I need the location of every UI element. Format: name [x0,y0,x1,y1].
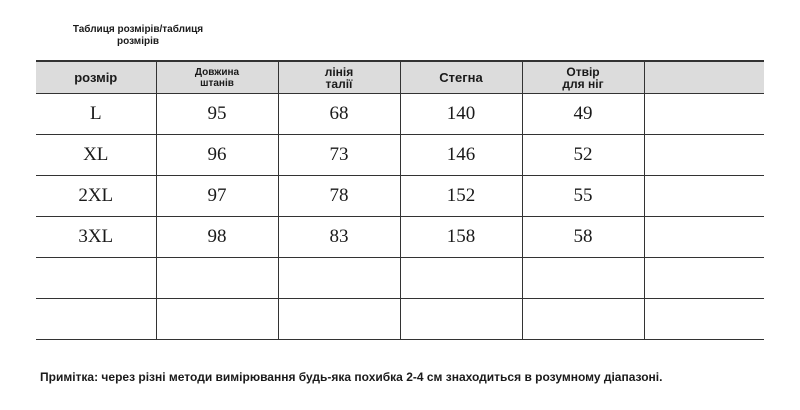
cell-waist: 78 [278,176,400,217]
cell-empty [644,135,764,176]
cell-leg-opening: 52 [522,135,644,176]
cell-pants-length: 95 [156,94,278,135]
cell-hips: 158 [400,217,522,258]
cell-waist: 73 [278,135,400,176]
cell-empty [522,299,644,340]
cell-pants-length: 98 [156,217,278,258]
table-row-empty [36,258,764,299]
cell-leg-opening: 58 [522,217,644,258]
cell-empty [36,258,156,299]
table-row [36,94,764,135]
cell-hips: 140 [400,94,522,135]
cell-hips: 152 [400,176,522,217]
cell-empty [156,258,278,299]
header-pants-length: Довжина штанів [156,61,278,94]
cell-empty [644,217,764,258]
cell-size: 2XL [36,176,156,217]
cell-waist: 68 [278,94,400,135]
cell-empty [36,299,156,340]
cell-hips: 146 [400,135,522,176]
chart-title [48,24,228,48]
cell-empty [400,299,522,340]
header-empty [644,61,764,94]
cell-empty [278,258,400,299]
chart-title-line1: Таблиця розмірів/таблиця [72,24,204,35]
size-table [36,60,764,340]
cell-empty [644,176,764,217]
cell-empty [522,258,644,299]
cell-empty [644,299,764,340]
table-row-empty [36,299,764,340]
cell-size: XL [36,135,156,176]
table-row [36,176,764,217]
chart-title-line2: розмірів [116,36,160,47]
header-size: розмір [36,61,156,94]
cell-pants-length: 97 [156,176,278,217]
cell-empty [644,94,764,135]
cell-pants-length: 96 [156,135,278,176]
cell-size: L [36,94,156,135]
cell-empty [644,258,764,299]
header-leg-opening: Отвір для ніг [522,61,644,94]
cell-empty [156,299,278,340]
cell-waist: 83 [278,217,400,258]
cell-empty [400,258,522,299]
header-hips: Стегна [400,61,522,94]
table-header-row [36,61,764,94]
table-row [36,217,764,258]
measurement-note: Примітка: через різні методи вимірювання будь-яка похибка 2-4 см знаходиться в розумному діапазоні. [40,370,663,384]
table-row [36,135,764,176]
cell-empty [278,299,400,340]
cell-leg-opening: 55 [522,176,644,217]
cell-leg-opening: 49 [522,94,644,135]
cell-size: 3XL [36,217,156,258]
header-waist: лінія талії [278,61,400,94]
